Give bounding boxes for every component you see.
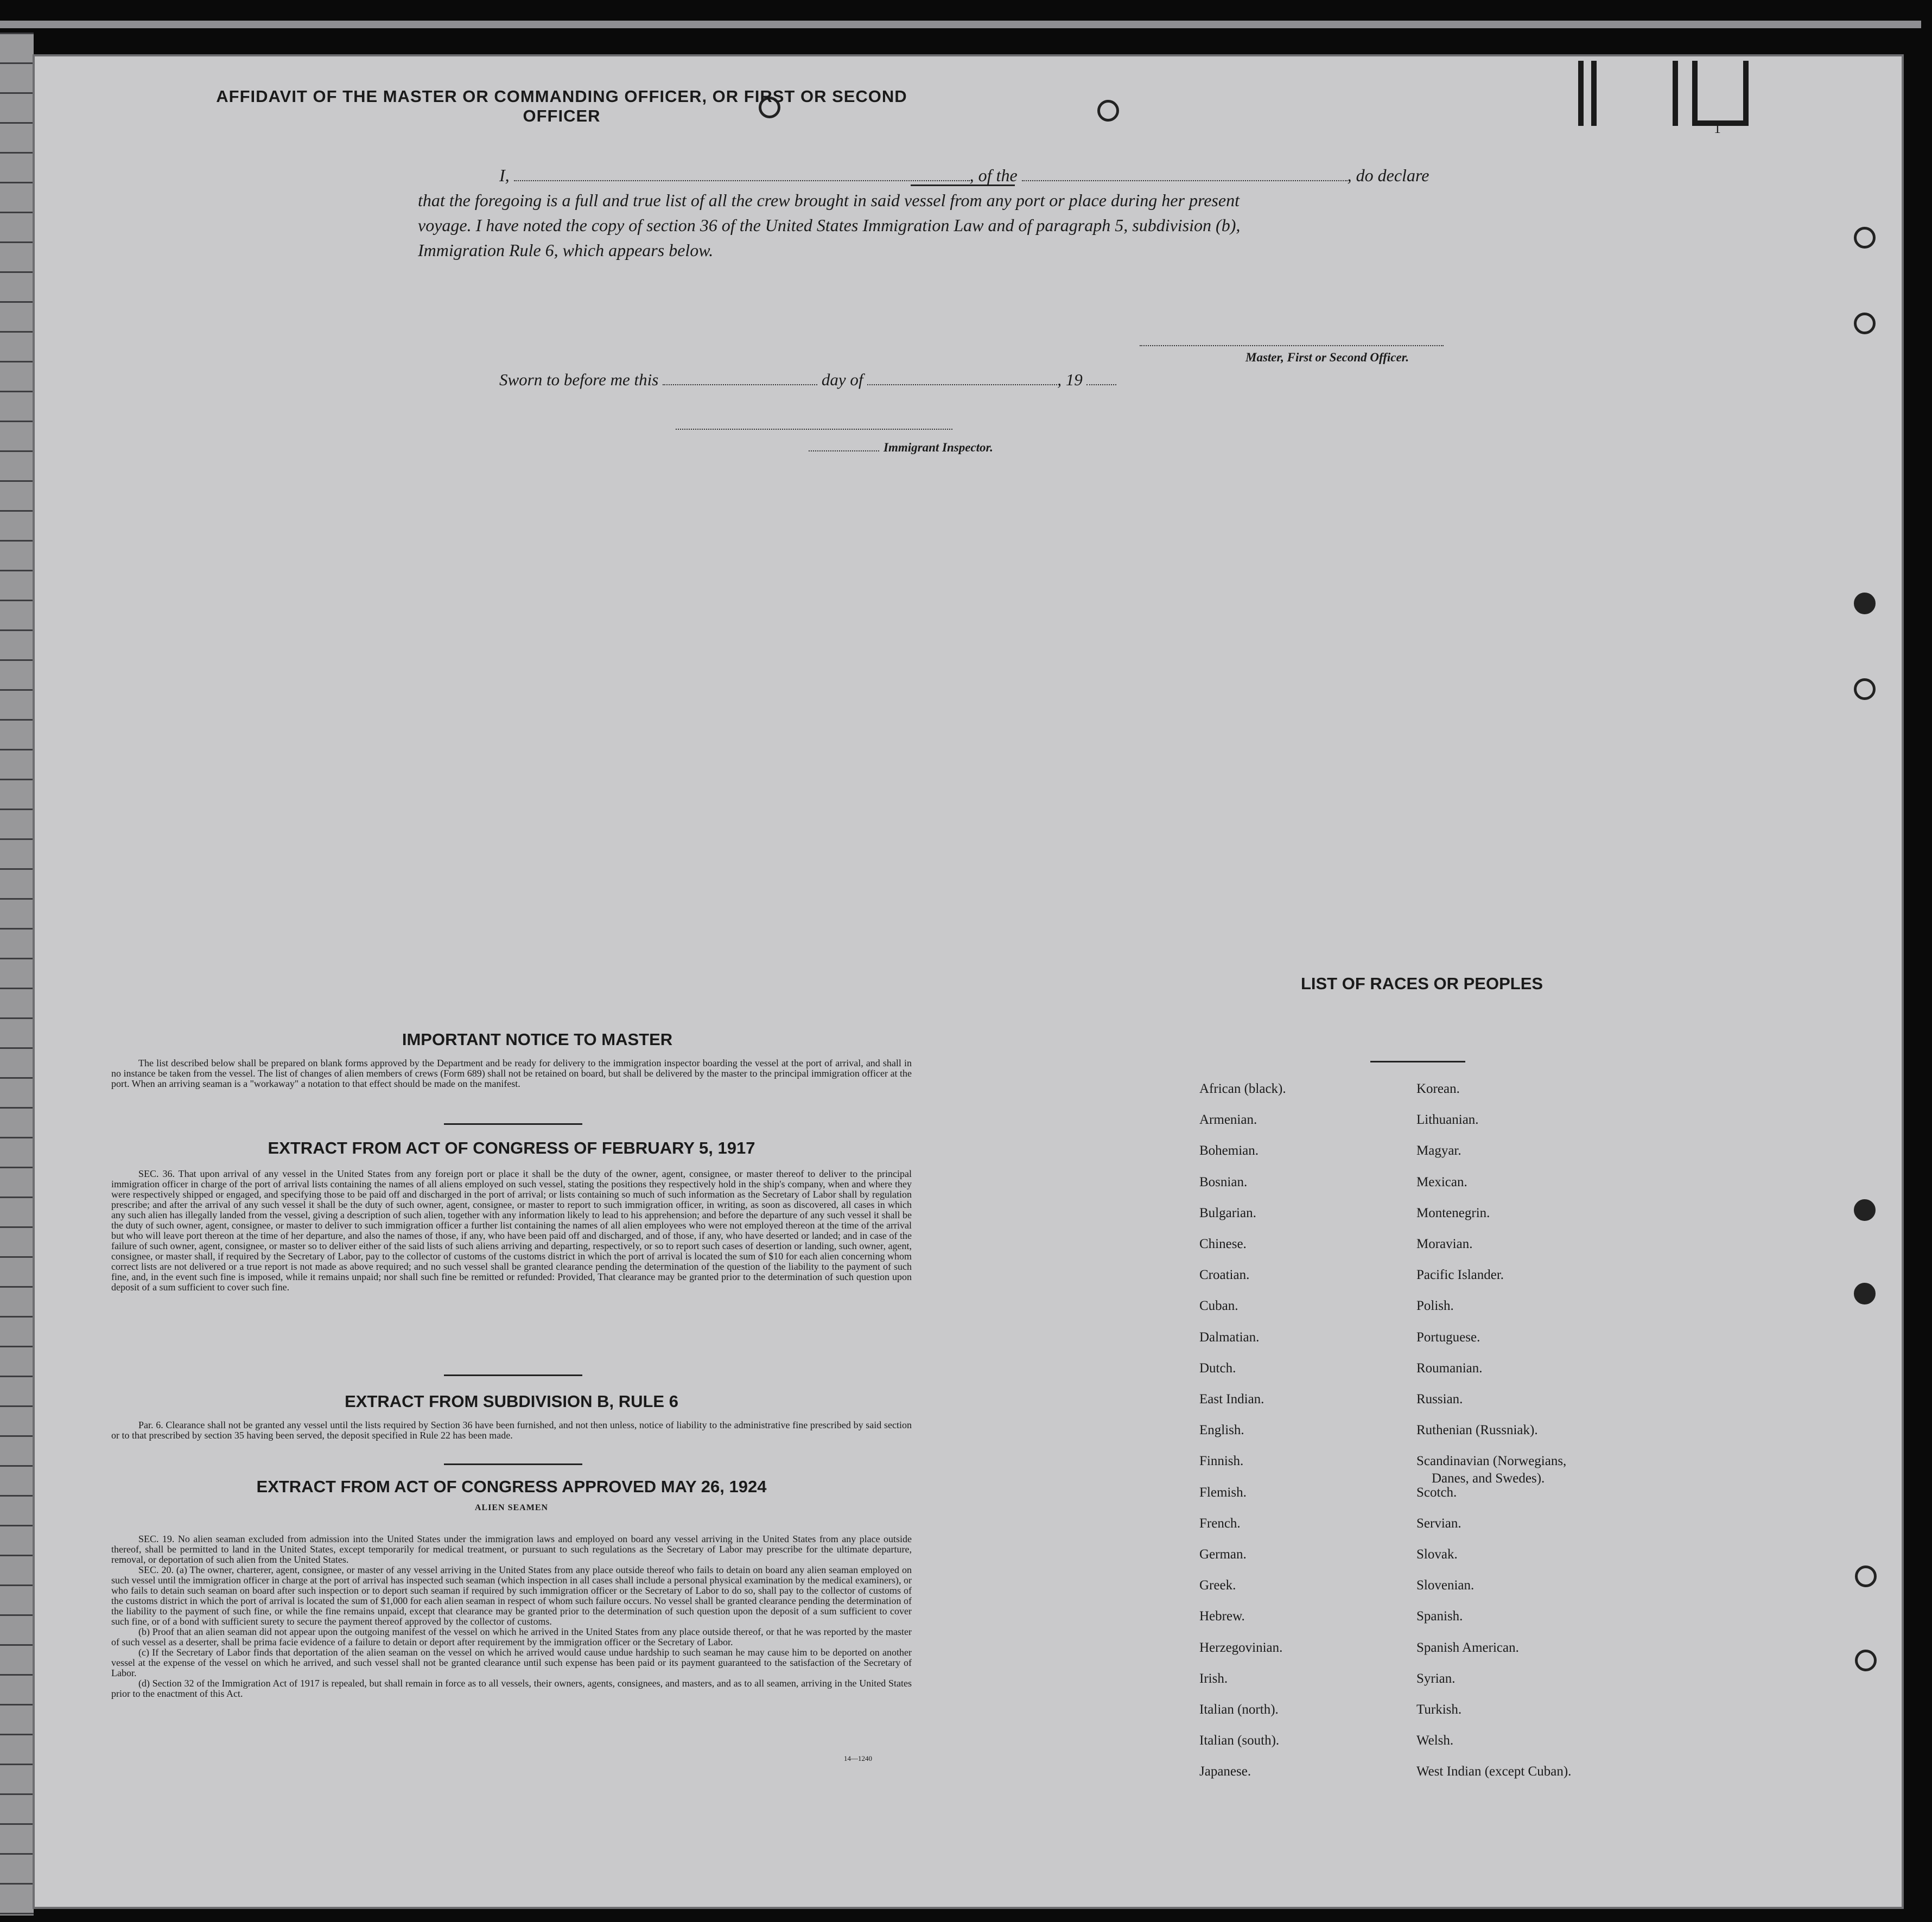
extract-1924-subtitle: ALIEN SEAMEN: [474, 1503, 549, 1512]
race-item: Scotch.: [1416, 1485, 1457, 1500]
punch-hole-icon: [1854, 593, 1876, 614]
punch-hole-icon: [1855, 1650, 1877, 1671]
race-item: Scandinavian (Norwegians,: [1416, 1454, 1567, 1469]
extract-1924-body: [111, 1534, 912, 1699]
race-item: Bosnian.: [1199, 1174, 1248, 1189]
punch-hole-icon: [1854, 678, 1876, 700]
race-item: Hebrew.: [1199, 1609, 1245, 1624]
race-item: Montenegrin.: [1416, 1205, 1490, 1220]
punch-hole-icon: [1097, 100, 1119, 122]
race-item: French.: [1199, 1516, 1241, 1531]
race-item: Polish.: [1416, 1299, 1454, 1314]
race-item: Syrian.: [1416, 1671, 1456, 1686]
race-item: African (black).: [1199, 1081, 1286, 1096]
sec19-text: SEC. 19. No alien seaman excluded from admission into the United States under the immigration laws and employed on board any vessel arriving in the United States from any place outside thereof, shall be permitted to land in the United States, except temporarily for medical treatment, or pursuant to such regulations as the Secretary of Labor may prescribe for the ultimate departure, removal, or deportation of such alien from the United States.: [111, 1533, 912, 1565]
declaration: [418, 163, 1503, 263]
divider: [444, 1123, 582, 1125]
race-item: English.: [1199, 1423, 1244, 1438]
race-item: Italian (north).: [1199, 1702, 1279, 1717]
race-item: Turkish.: [1416, 1702, 1462, 1717]
day-of-text: day of: [821, 370, 863, 389]
ledger-lines-left-edge: [0, 33, 34, 1915]
extract-1924-title: EXTRACT FROM ACT OF CONGRESS APPROVED MAY 26, 1924: [256, 1477, 767, 1496]
race-item: Armenian.: [1199, 1112, 1257, 1128]
affidavit-title: AFFIDAVIT OF THE MASTER OR COMMANDING OFFICER, OR FIRST OR SECOND OFFICER: [216, 87, 907, 125]
inspector-label: Immigrant Inspector.: [884, 441, 993, 454]
name-blank-field[interactable]: [514, 166, 970, 181]
sheet-top-edge: [0, 21, 1921, 28]
inspector-dots: [809, 450, 879, 451]
month-blank-field[interactable]: [867, 370, 1057, 385]
decl-i: I,: [499, 166, 510, 185]
divider: [444, 1463, 582, 1465]
race-item: Lithuanian.: [1416, 1112, 1479, 1128]
notice-title: IMPORTANT NOTICE TO MASTER: [402, 1030, 673, 1049]
race-item: Bohemian.: [1199, 1143, 1259, 1159]
extract-1917-text: SEC. 36. That upon arrival of any vessel in the United States from any foreign port or place it shall be the duty of the owner, agent, consignee, or master thereof to deliver to the principal immigration officer in charge of the port of arrival lists containing the names of all aliens employed on such vessel, stating the positions they respectively hold in the ship's company, when and where they were respectively shipped or engaged, and specifying those to be paid off and discharged in the port of arrival; or lists containing so much of such information as the Secretary of Labor shall by regulation prescribe; and after the arrival of any such vessel it shall be the duty of such owner, agent, consignee, or master to report to such immigration officer, in writing, as soon as discovered, all cases in which any such alien has illegally landed from the vessel, giving a description of such alien, together with any information likely to lead to his apprehension; and before the departure of any such vessel it shall be the duty of such owner, agent, consignee, or master to deliver to such immigration officer a further list containing the names of all alien employees who were not employed thereon at the time of the arrival but who will leave port thereon at the time of her departure, and also the names of those, if any, who have been paid off and discharged, and of those, if any, who have deserted or landed; and in case of the failure of such owner, agent, consignee, or master so to deliver either of the said lists of such aliens arriving and departing, respectively, or so to report such cases of desertion or landing, such owner, agent, consignee, or master shall, if required by the Secretary of Labor, pay to the collector of customs of the customs district in which the port of arrival is located the sum of $10 for each alien concerning whom correct lists are not delivered or a true report is not made as above required; and no such vessel shall be granted clearance pending the determination of the question of the liability to the payment of such fine, and, in the event such fine is imposed, while it remains unpaid; nor shall such fine be remitted or refunded: Provided, That clearance may be granted prior to the determination of such question upon deposit of a sum sufficient to cover such fine.: [111, 1168, 912, 1293]
sec20c-text: (c) If the Secretary of Labor finds that deportation of the alien seaman on the vessel on which he arrived would cause undue hardship to such seaman he may cause him to be deported on another vessel at the expense of the vessel on which he arrived, and such vessel shall not be granted clearance until such expense has been paid or its payment guaranteed to the satisfaction of the Secretary of Labor.: [111, 1647, 912, 1678]
decl-line-2: that the foregoing is a full and true list of all the crew brought in said vessel from any port or place during her present: [418, 190, 1240, 210]
race-item: Danes, and Swedes).: [1432, 1471, 1545, 1486]
race-item: Mexican.: [1416, 1174, 1467, 1189]
decl-line-4: Immigration Rule 6, which appears below.: [418, 240, 714, 260]
race-item: Spanish.: [1416, 1609, 1463, 1624]
sworn-line: [499, 370, 1116, 390]
extract-rule6-title: EXTRACT FROM SUBDIVISION B, RULE 6: [345, 1392, 678, 1411]
race-item: Ruthenian (Russniak).: [1416, 1423, 1538, 1438]
tab-mark: [1578, 61, 1584, 126]
races-title: LIST OF RACES OR PEOPLES: [1300, 974, 1543, 993]
race-item: Flemish.: [1199, 1485, 1247, 1500]
extract-1917-title: EXTRACT FROM ACT OF CONGRESS OF FEBRUARY 5, 1917: [268, 1138, 755, 1157]
sec20a-text: SEC. 20. (a) The owner, charterer, agent, consignee, or master of any vessel arriving in the United States from any place outside thereof who fails to detain on board any alien seaman employed on such vessel until the immigration officer in charge at the port of arrival has inspected such seaman (which inspection in all cases shall include a personal physical examination by the medical examiners), or who fails to detain such seaman on board after such inspection or to deport such seaman if required by such immigration officer or the Secretary of Labor to do so, shall pay to the collector of customs of the customs district in which the port of arrival is located the sum of $1,000 for each alien seaman in respect of whom such failure occurs. No vessel shall be granted clearance pending the determination of the liability to the payment of such fine, or while the fine remains unpaid, except that clearance may be granted prior to the determination of such question upon the deposit of a sum sufficient to cover such fine, or of a bond with sufficient surety to secure the payment thereof approved by the collector of customs.: [111, 1564, 912, 1627]
race-item: Bulgarian.: [1199, 1205, 1256, 1220]
race-item: Roumanian.: [1416, 1360, 1483, 1376]
race-item: Slovak.: [1416, 1547, 1458, 1562]
race-item: Welsh.: [1416, 1733, 1454, 1748]
race-item: Dutch.: [1199, 1360, 1236, 1376]
tab-mark: [1591, 61, 1597, 126]
notice-text: The list described below shall be prepared on blank forms approved by the Department and be ready for delivery to the immigration inspector boarding the vessel at the port of arrival, and shall in no instance be taken from the vessel. The list of changes of alien members of crews (Form 689) shall not be retained on board, but shall be delivered by the master to the principal immigration officer at the port. When an arriving seaman is a "workaway" a notation to that effect should be made on the manifest.: [111, 1058, 912, 1089]
race-item: West Indian (except Cuban).: [1416, 1764, 1572, 1779]
punch-hole-icon: [1854, 227, 1876, 249]
race-item: Russian.: [1416, 1392, 1463, 1407]
year-text: , 19: [1057, 370, 1083, 389]
race-item: Korean.: [1416, 1081, 1460, 1096]
year-blank-field[interactable]: [1086, 370, 1116, 385]
race-item: Chinese.: [1199, 1237, 1247, 1251]
races-divider: [1370, 1061, 1465, 1062]
decl-of-the: , of the: [969, 166, 1018, 185]
race-item: Herzegovinian.: [1199, 1640, 1283, 1655]
race-item: Pacific Islander.: [1416, 1268, 1504, 1283]
race-item: Greek.: [1199, 1578, 1236, 1593]
form-number: 14—1240: [844, 1754, 872, 1762]
race-item: Portuguese.: [1416, 1329, 1480, 1345]
punch-hole-icon: [1854, 313, 1876, 334]
page-number: 1: [1714, 120, 1721, 136]
sec20d-text: (d) Section 32 of the Immigration Act of 1917 is repealed, but shall remain in force as to all vessels, their owners, agents, consignees, and masters, and as to all seamen, arriving in the United States prior to the enactment of this Act.: [111, 1678, 912, 1699]
divider: [444, 1374, 582, 1376]
race-item: East Indian.: [1199, 1392, 1264, 1407]
tab-mark: [1673, 61, 1678, 126]
tab-mark: [1743, 61, 1749, 126]
race-item: Slovenian.: [1416, 1578, 1475, 1593]
race-item: Dalmatian.: [1199, 1329, 1260, 1345]
master-signature-line[interactable]: [1140, 345, 1444, 346]
decl-do-declare: , do declare: [1347, 166, 1429, 185]
race-item: Croatian.: [1199, 1268, 1250, 1283]
inspector-signature-line[interactable]: [676, 429, 952, 430]
race-item: Servian.: [1416, 1516, 1461, 1531]
sworn-text: Sworn to before me this: [499, 370, 659, 389]
decl-line-3: voyage. I have noted the copy of section 36 of the United States Immigration Law and of paragraph 5, subdivision (b),: [418, 215, 1241, 235]
vessel-blank-field[interactable]: [1022, 166, 1348, 181]
race-item: Irish.: [1199, 1671, 1228, 1686]
punch-hole-icon: [1854, 1199, 1876, 1221]
race-item: Magyar.: [1416, 1143, 1461, 1159]
race-item: Italian (south).: [1199, 1733, 1280, 1748]
master-signature-label: Master, First or Second Officer.: [1245, 351, 1409, 364]
tab-mark: [1692, 61, 1698, 126]
day-blank-field[interactable]: [663, 370, 817, 385]
race-item: German.: [1199, 1547, 1247, 1562]
sec20b-text: (b) Proof that an alien seaman did not appear upon the outgoing manifest of the vessel on which he arrived in the United States from any place outside thereof, or that he was reported by the master of such vessel as a deserter, shall be prima facie evidence of a failure to detain or deport after requirement by the immigration officer or the Secretary of Labor.: [111, 1626, 912, 1647]
race-item: Finnish.: [1199, 1454, 1244, 1469]
race-item: Cuban.: [1199, 1299, 1238, 1314]
punch-hole-icon: [1854, 1283, 1876, 1304]
race-item: Moravian.: [1416, 1237, 1473, 1251]
punch-hole-icon: [1855, 1565, 1877, 1587]
race-item: Japanese.: [1199, 1764, 1251, 1779]
race-item: Spanish American.: [1416, 1640, 1519, 1655]
extract-rule6-text: Par. 6. Clearance shall not be granted any vessel until the lists required by Section 36 have been furnished, and not then unless, notice of liability to the administrative fine prescribed by said section or to that prescribed by section 35 having been served, the deposit specified in Rule 22 has been made.: [111, 1420, 912, 1441]
